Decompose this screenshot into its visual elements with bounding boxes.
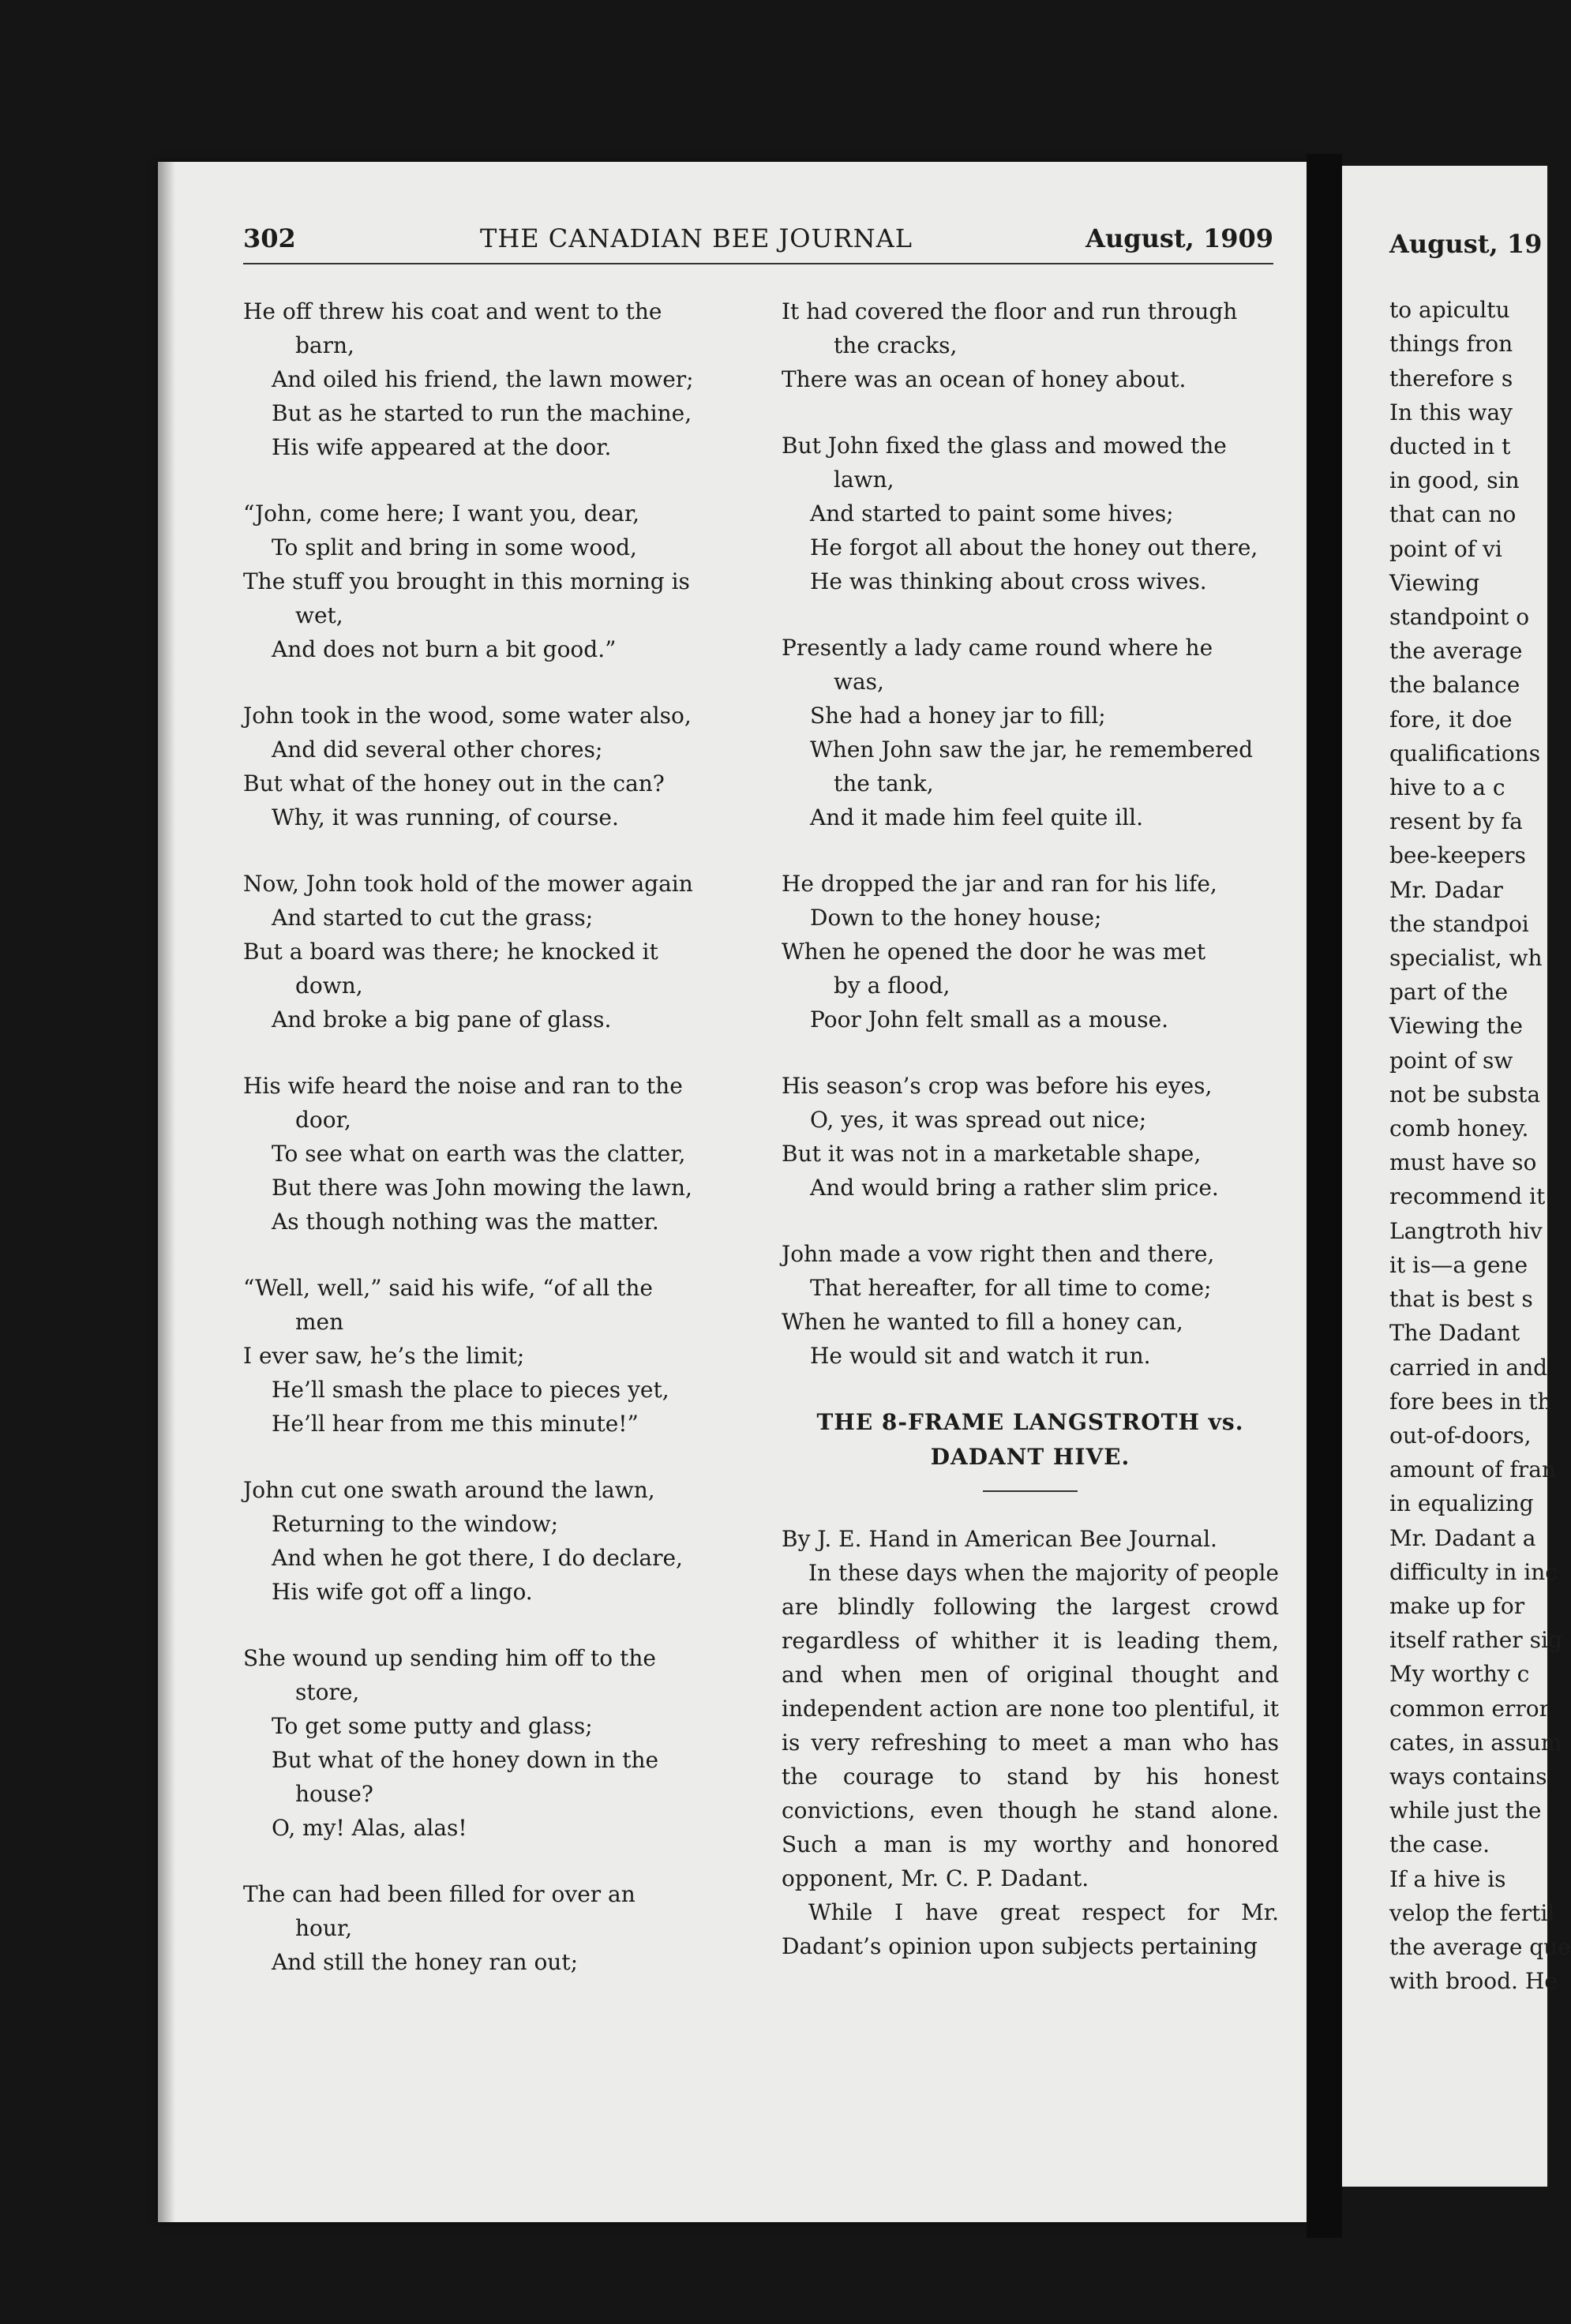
- poem-line: To split and bring in some wood,: [272, 534, 637, 560]
- right-page-line: Langtroth hiv: [1389, 1217, 1543, 1244]
- right-page-line: standpoint o: [1389, 604, 1530, 631]
- poem-stanza: [243, 1271, 741, 1441]
- right-page-line: not be substa: [1389, 1081, 1541, 1108]
- right-page-line: point of vi: [1389, 535, 1502, 562]
- poem-line: But it was not in a marketable shape,: [782, 1141, 1202, 1167]
- poem-line: The stuff you brought in this morning is: [243, 568, 690, 594]
- right-page-line: recommend it: [1389, 1183, 1546, 1210]
- issue-date: August, 1909: [1085, 223, 1273, 253]
- right-page-line: comb honey.: [1389, 1115, 1529, 1142]
- poem-line: down,: [295, 973, 363, 999]
- right-page-line: part of the: [1389, 979, 1509, 1006]
- poem-line: He’ll hear from me this minute!”: [272, 1411, 639, 1437]
- right-column: [782, 294, 1279, 1963]
- right-page-line: itself rather sig: [1389, 1627, 1562, 1654]
- poem-stanza: [782, 429, 1279, 598]
- page-number: 302: [243, 223, 296, 253]
- poem-stanza: [243, 294, 741, 464]
- right-page-text: [1389, 227, 1571, 1998]
- right-page-line: The Dadant: [1389, 1320, 1520, 1347]
- book-spine: [1307, 154, 1342, 2238]
- poem-line: To see what on earth was the clatter,: [272, 1141, 686, 1167]
- poem-line: Returning to the window;: [272, 1511, 559, 1537]
- poem-line: And started to paint some hives;: [810, 500, 1174, 527]
- poem-line: And oiled his friend, the lawn mower;: [272, 366, 694, 392]
- poem-line: It had covered the floor and run through: [782, 298, 1238, 324]
- poem-line: But what of the honey down in the: [272, 1747, 659, 1773]
- right-page-line: In this way: [1389, 399, 1513, 425]
- right-page-line: carried in and: [1389, 1354, 1548, 1381]
- right-page-line: cates, in assum: [1389, 1729, 1562, 1756]
- right-page-line: fore bees in th: [1389, 1388, 1552, 1415]
- right-page-line: the case.: [1389, 1831, 1490, 1858]
- poem-line: was,: [834, 669, 884, 695]
- poem-line: When he wanted to fill a honey can,: [782, 1309, 1183, 1335]
- poem-line: As though nothing was the matter.: [272, 1209, 659, 1235]
- poem-line: lawn,: [834, 467, 894, 493]
- right-page-line: it is—a gene: [1389, 1251, 1528, 1278]
- heading-rule: [983, 1490, 1078, 1492]
- right-page-line: bee-keepers: [1389, 842, 1526, 869]
- right-page-line: hive to a c: [1389, 774, 1505, 801]
- poem-line: His wife got off a lingo.: [272, 1579, 533, 1605]
- poem-line: The can had been filled for over an: [243, 1881, 636, 1907]
- left-page: [158, 162, 1307, 2222]
- right-page-line: make up for: [1389, 1592, 1525, 1619]
- right-page-line: that can no: [1389, 501, 1517, 528]
- right-page-line: out-of-doors,: [1389, 1422, 1532, 1449]
- right-page-line: Viewing the: [1389, 1013, 1523, 1040]
- right-page-line: things fron: [1389, 331, 1513, 358]
- article-heading: [782, 1405, 1279, 1475]
- poem-line: And still the honey ran out;: [272, 1949, 579, 1975]
- poem-line: John took in the wood, some water also,: [243, 703, 692, 729]
- right-page-line: fore, it doe: [1389, 706, 1513, 733]
- right-page-line: difficulty in inc: [1389, 1558, 1558, 1585]
- poem-line: There was an ocean of honey about.: [782, 366, 1187, 392]
- poem-stanza: [782, 867, 1279, 1036]
- right-page-line: My worthy c: [1389, 1661, 1530, 1688]
- poem-line: He was thinking about cross wives.: [810, 568, 1207, 594]
- article-heading-line1: THE 8-FRAME LANGSTROTH vs.: [816, 1409, 1244, 1435]
- poem-line: “John, come here; I want you, dear,: [243, 500, 640, 527]
- page-gutter-shadow: [158, 162, 175, 2222]
- article-heading-line2: DADANT HIVE.: [930, 1444, 1130, 1470]
- poem-line: But what of the honey out in the can?: [243, 770, 665, 797]
- poem-line: She had a honey jar to fill;: [810, 703, 1106, 729]
- article-paragraph-2: While I have great respect for Mr. Dadant’s opinion upon subjects pertaining: [782, 1899, 1279, 1959]
- poem-stanza: [782, 294, 1279, 396]
- poem-line: Down to the honey house;: [810, 905, 1102, 931]
- right-page-line: Mr. Dadant a: [1389, 1524, 1536, 1551]
- poem-stanza: [782, 631, 1279, 834]
- right-page-line: the standpoi: [1389, 910, 1529, 937]
- right-page-line: ducted in t: [1389, 433, 1511, 460]
- poem-stanza: [243, 1473, 741, 1609]
- right-page-line: Mr. Dadar: [1389, 876, 1503, 903]
- journal-title: THE CANADIAN BEE JOURNAL: [480, 223, 913, 253]
- right-page-line: to apicultu: [1389, 297, 1510, 324]
- poem-line: Why, it was running, of course.: [272, 804, 619, 830]
- right-page-line: in equalizing: [1389, 1490, 1534, 1517]
- poem-line: And does not burn a bit good.”: [272, 636, 617, 662]
- poem-line: John made a vow right then and there,: [782, 1241, 1215, 1267]
- poem-line: But as he started to run the machine,: [272, 400, 692, 426]
- poem-stanza: [243, 497, 741, 666]
- right-page-line: with brood. He: [1389, 1968, 1558, 1995]
- poem-line: house?: [295, 1781, 373, 1807]
- poem-line: by a flood,: [834, 973, 950, 999]
- right-page-line: point of sw: [1389, 1047, 1513, 1074]
- poem-stanza: [782, 1237, 1279, 1373]
- poem-line: And it made him feel quite ill.: [810, 804, 1144, 830]
- running-header: [243, 223, 1273, 263]
- poem-line: And when he got there, I do declare,: [272, 1545, 683, 1571]
- poem-line: But John fixed the glass and mowed the: [782, 433, 1227, 459]
- right-page-line: therefore s: [1389, 365, 1513, 392]
- right-page-line: common error: [1389, 1695, 1550, 1722]
- right-page-line: Viewing: [1389, 569, 1480, 596]
- poem-line: To get some putty and glass;: [272, 1713, 593, 1739]
- right-page-line: resent by fa: [1389, 808, 1523, 835]
- right-page-line: the balance: [1389, 672, 1520, 699]
- poem-line: His season’s crop was before his eyes,: [782, 1073, 1213, 1099]
- right-page-line: the average que: [1389, 1933, 1571, 1960]
- article-byline: By J. E. Hand in American Bee Journal.: [782, 1526, 1217, 1552]
- poem-line: John cut one swath around the lawn,: [243, 1477, 655, 1503]
- poem-stanza: [782, 1069, 1279, 1205]
- poem-line: And would bring a rather slim price.: [810, 1175, 1219, 1201]
- right-page-line: that is best s: [1389, 1286, 1533, 1313]
- right-page-line: If a hive is: [1389, 1865, 1506, 1892]
- poem-line: He off threw his coat and went to the: [243, 298, 662, 324]
- poem-stanza: [243, 1069, 741, 1239]
- right-page-line: in good, sin: [1389, 467, 1520, 494]
- poem-line: Now, John took hold of the mower again: [243, 871, 693, 897]
- poem-line: He’ll smash the place to pieces yet,: [272, 1377, 669, 1403]
- poem-line: And did several other chores;: [272, 737, 603, 763]
- right-page-line: amount of fran: [1389, 1456, 1556, 1483]
- poem-line: That hereafter, for all time to come;: [810, 1275, 1212, 1301]
- poem-continuation: [782, 294, 1279, 1373]
- poem-stanza: [243, 867, 741, 1036]
- poem-line: When he opened the door he was met: [782, 939, 1206, 965]
- poem-line: And broke a big pane of glass.: [272, 1006, 612, 1033]
- poem-line: She wound up sending him off to the: [243, 1645, 656, 1671]
- right-page-line: ways contains: [1389, 1763, 1547, 1790]
- right-page-line: velop the fertil: [1389, 1899, 1555, 1926]
- right-page-lines: [1389, 293, 1571, 1998]
- poem-line: He forgot all about the honey out there,: [810, 534, 1258, 560]
- poem-line: Presently a lady came round where he: [782, 635, 1213, 661]
- right-page-line: while just the: [1389, 1797, 1542, 1824]
- poem-line: door,: [295, 1107, 351, 1133]
- poem-line: He dropped the jar and ran for his life,: [782, 871, 1217, 897]
- poem-stanza: [243, 699, 741, 834]
- right-page: [1342, 166, 1571, 2187]
- poem-line: His wife heard the noise and ran to the: [243, 1073, 683, 1099]
- header-rule: [243, 263, 1273, 264]
- poem-line: O, yes, it was spread out nice;: [810, 1107, 1147, 1133]
- poem-line: the tank,: [834, 770, 934, 797]
- poem-stanza: [243, 1641, 741, 1845]
- right-page-line: must have so: [1389, 1149, 1537, 1176]
- poem-line: But a board was there; he knocked it: [243, 939, 658, 965]
- right-page-line: specialist, wh: [1389, 945, 1543, 972]
- poem-stanza: [243, 1877, 741, 1979]
- poem-line: O, my! Alas, alas!: [272, 1815, 467, 1841]
- poem-line: His wife appeared at the door.: [272, 434, 612, 460]
- right-page-line: the average: [1389, 638, 1523, 665]
- poem-line: I ever saw, he’s the limit;: [243, 1343, 525, 1369]
- left-column: [243, 294, 741, 2011]
- poem-line: the cracks,: [834, 332, 958, 358]
- poem-line: When John saw the jar, he remembered: [810, 737, 1254, 763]
- right-page-line: qualifications: [1389, 740, 1541, 767]
- poem-line: men: [295, 1309, 344, 1335]
- poem-line: barn,: [295, 332, 354, 358]
- poem-line: And started to cut the grass;: [272, 905, 594, 931]
- poem-line: Poor John felt small as a mouse.: [810, 1006, 1169, 1033]
- poem-line: hour,: [295, 1915, 353, 1941]
- poem-line: He would sit and watch it run.: [810, 1343, 1151, 1369]
- poem-line: “Well, well,” said his wife, “of all the: [243, 1275, 653, 1301]
- poem-line: store,: [295, 1679, 360, 1705]
- poem-line: But there was John mowing the lawn,: [272, 1175, 692, 1201]
- right-page-header-date: August, 19: [1389, 229, 1543, 259]
- poem-line: wet,: [295, 602, 343, 628]
- article-paragraph-1: In these days when the majority of people are blindly following the largest crowd regardless of whither it is leading them, and when men of original thought and independent action are none too plentiful, it is very refreshing to meet a man who has the courage to stand by his honest convictions, even though he stand alone. Such a man is my worthy and honored opponent, Mr. C. P. Dadant.: [782, 1560, 1279, 1891]
